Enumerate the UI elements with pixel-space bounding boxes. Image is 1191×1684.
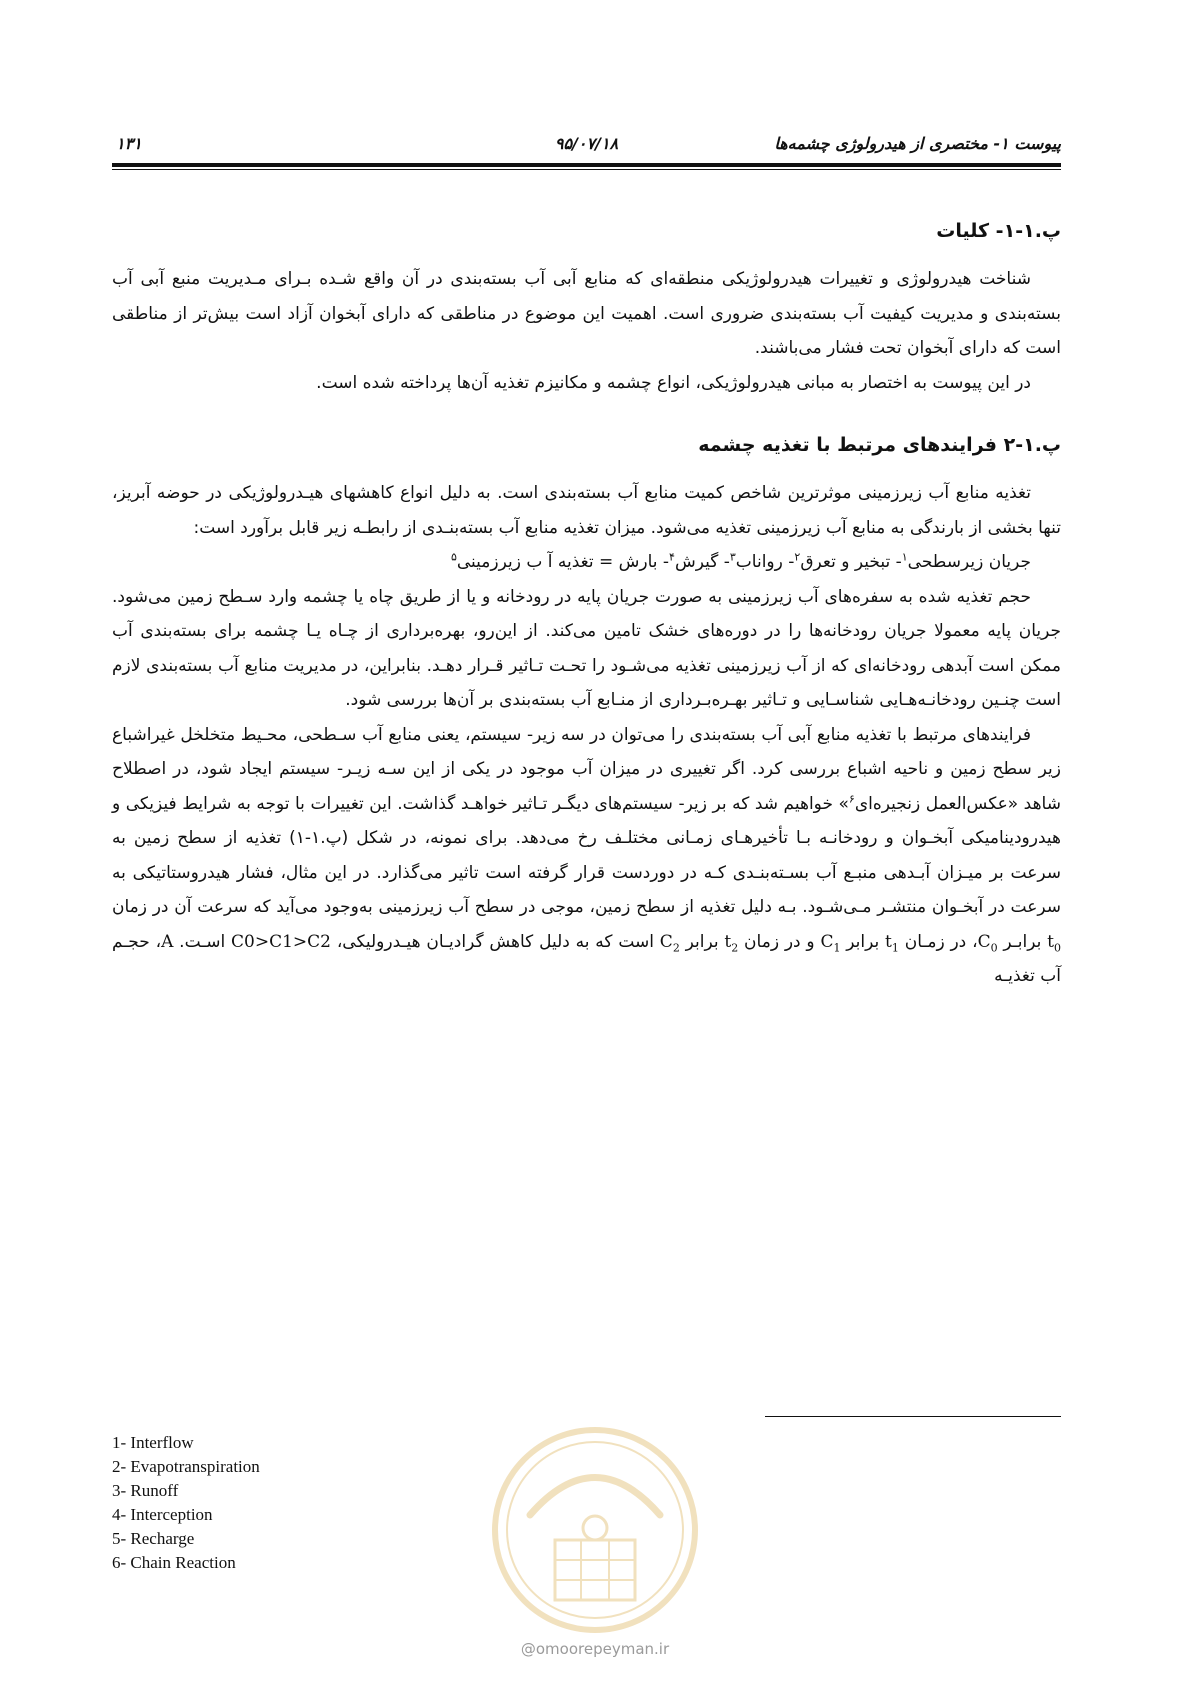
- symbol-C1: $C_1$: [820, 931, 841, 954]
- section-title-general: پ.۱-۱- کلیات: [936, 220, 1061, 242]
- main-content: [112, 200, 1061, 994]
- text-run: » خواهیم شد که بر زیر- سیستم‌های دیگـر تـاثیر خواهـد گذاشت. این تغییرات با توجه به شرایط فیزیکی و هیدرودینامیکی آبخـوان و رودخانـه بـا تأخیرهـای زمـانی مختلـف رخ می‌دهد. برای نمونه، در شکل (پ.۱-۱) تغذیه از سطح زمین به سرعت بر میـزان آبـدهی منبـع آب بسـته‌بنـدی کـه در دوردست قرار گرفته است تاثیر می‌گذارد. در این مثال، فشار هیدروستاتیکی به سرعت در آبخـوان منتشـر مـی‌شـود. بـه دلیل تغذیه از سطح زمین، موجی در سطح آب زیرزمینی به‌وجود می‌آید که سرعت آن در زمان: [112, 793, 1061, 917]
- symbol-t0: $t_0$: [1047, 931, 1061, 954]
- footnote-item: 5- Recharge: [112, 1529, 195, 1548]
- header-title: پیوست ۱- مختصری از هیدرولوژی چشمه‌ها: [774, 134, 1061, 153]
- formula-term: - گیرش: [674, 552, 730, 572]
- header-rule-thin: [112, 169, 1061, 170]
- footnote-ref: ۴: [669, 550, 675, 564]
- text-run: برابر: [685, 931, 719, 952]
- footnote-item: 2- Evapotranspiration: [112, 1457, 260, 1476]
- header-rule-thick: [112, 163, 1061, 167]
- inequality-C0-C1-C2: C0>C1>C2: [231, 931, 331, 952]
- text-run: برابـر: [1003, 931, 1042, 952]
- footnote-list: [112, 1431, 432, 1575]
- footnote-item: 4- Interception: [112, 1505, 213, 1524]
- text-run: است که به دلیل کاهش گرادیـان هیـدرولیکی،: [336, 931, 654, 952]
- formula-term: - تبخیر و تعرق: [800, 552, 902, 572]
- footnote-ref: ۳: [729, 550, 736, 564]
- symbol-t1: $t_1$: [885, 931, 899, 954]
- text-run: فرایندهای مرتبط با تغذیه منابع آبی آب بسته‌بندی را می‌توان در سه زیر- سیستم، یعنی منابع آب سـطحی، محـیط متخلخل غیراشباع زیر سطح زمین و ناحیه اشباع بررسی کرد. اگر تغییری در میزان آب موجود در یکی از این سـه زیـر- سیستم ایجاد شود، در اصطلاح شاهد «عکس‌العمل زنجیره‌ای: [112, 724, 1061, 814]
- page-header: [112, 130, 1061, 160]
- footnote-item: 1- Interflow: [112, 1433, 194, 1452]
- page-number: ۱۳۱: [116, 134, 142, 153]
- header-date: ۹۵/۰۷/۱۸: [554, 134, 619, 153]
- paragraph: حجم تغذیه شده به سفره‌های آب زیرزمینی به صورت جریان پایه در رودخانه و یا از طریق چاه یا چشمه وارد سـطح زمین می‌شود. جریان پایه معمولا جریان رودخانه‌ها را در دوره‌های خشک تامین می‌کند. از این‌رو، بهره‌برداری از چـاه یـا چشمه برای بسته‌بندی آب ممکن است آبدهی رودخانه‌ای که از آب زیرزمینی تغذیه می‌شـود را تحـت تـاثیر قـرار دهـد. بنابراین، در مدیریت منابع آب بسته‌بندی لازم است چنـین رودخانـه‌هـایی شناسـایی و تـاثیر بهـره‌بـرداری از منـابع آب بسته‌بندی بر آن‌ها بررسی شود.: [112, 586, 1061, 710]
- footnote-rule: [765, 1416, 1061, 1417]
- recharge-formula: [112, 545, 1061, 580]
- text-run: برابر: [846, 931, 880, 952]
- symbol-C2: $C_2$: [659, 931, 680, 954]
- footnote-ref: ۲: [794, 550, 801, 564]
- paragraph: در این پیوست به اختصار به مبانی هیدرولوژیکی، انواع چشمه و مکانیزم تغذیه آن‌ها پرداخته شده است.: [316, 372, 1031, 393]
- symbol-A: A: [161, 931, 174, 952]
- section-title-recharge: پ.۱-۲ فرایندهای مرتبط با تغذیه چشمه: [698, 434, 1061, 456]
- formula-term: جریان زیرسطحی: [907, 552, 1031, 572]
- text-run: ، حجـم آب تغذیـه: [112, 931, 1061, 986]
- paragraph: تغذیه منابع آب زیرزمینی موثرترین شاخص کمیت منابع آب بسته‌بندی است. به دلیل انواع کاهشهای هیـدرولوژیکی در حوضه آبریز، تنها بخشی از بارندگی به منابع آب زیرزمینی تغذیه می‌شود. میزان تغذیه منابع آب بسته‌بنـدی از رابطـه زیر قابل برآورد است:: [112, 483, 1061, 538]
- footnote-ref: ۵: [450, 550, 457, 564]
- text-run: اسـت.: [179, 931, 226, 952]
- footnote-ref: ۶: [848, 791, 855, 805]
- text-run: و در زمان: [744, 931, 815, 952]
- footnote-ref: ۱: [901, 550, 908, 564]
- formula-term: - بارش = تغذیه آ ب زیرزمینی: [456, 552, 670, 572]
- formula-term: - رواناب: [735, 552, 795, 572]
- watermark-url: @omoorepeyman.ir: [520, 1640, 670, 1658]
- watermark-seal-icon: [485, 1420, 705, 1640]
- footnote-item: 3- Runoff: [112, 1481, 179, 1500]
- text-run: ، در زمـان: [904, 931, 978, 952]
- symbol-t2: $t_2$: [724, 931, 739, 954]
- symbol-C0: $C_0$: [977, 931, 998, 954]
- paragraph: شناخت هیدرولوژی و تغییرات هیدرولوژیکی منطقه‌ای که منابع آبی آب بسته‌بندی در آن واقع شـده بـرای مـدیریت منبع آبی آب بسته‌بندی و مدیریت کیفیت آب بسته‌بندی ضروری است. اهمیت این موضوع در مناطقی که دارای آبخوان آزاد است بیش‌تر از مناطقی است که دارای آبخوان تحت فشار می‌باشند.: [112, 269, 1061, 358]
- paragraph: [112, 718, 1061, 994]
- footnote-item: 6- Chain Reaction: [112, 1553, 236, 1572]
